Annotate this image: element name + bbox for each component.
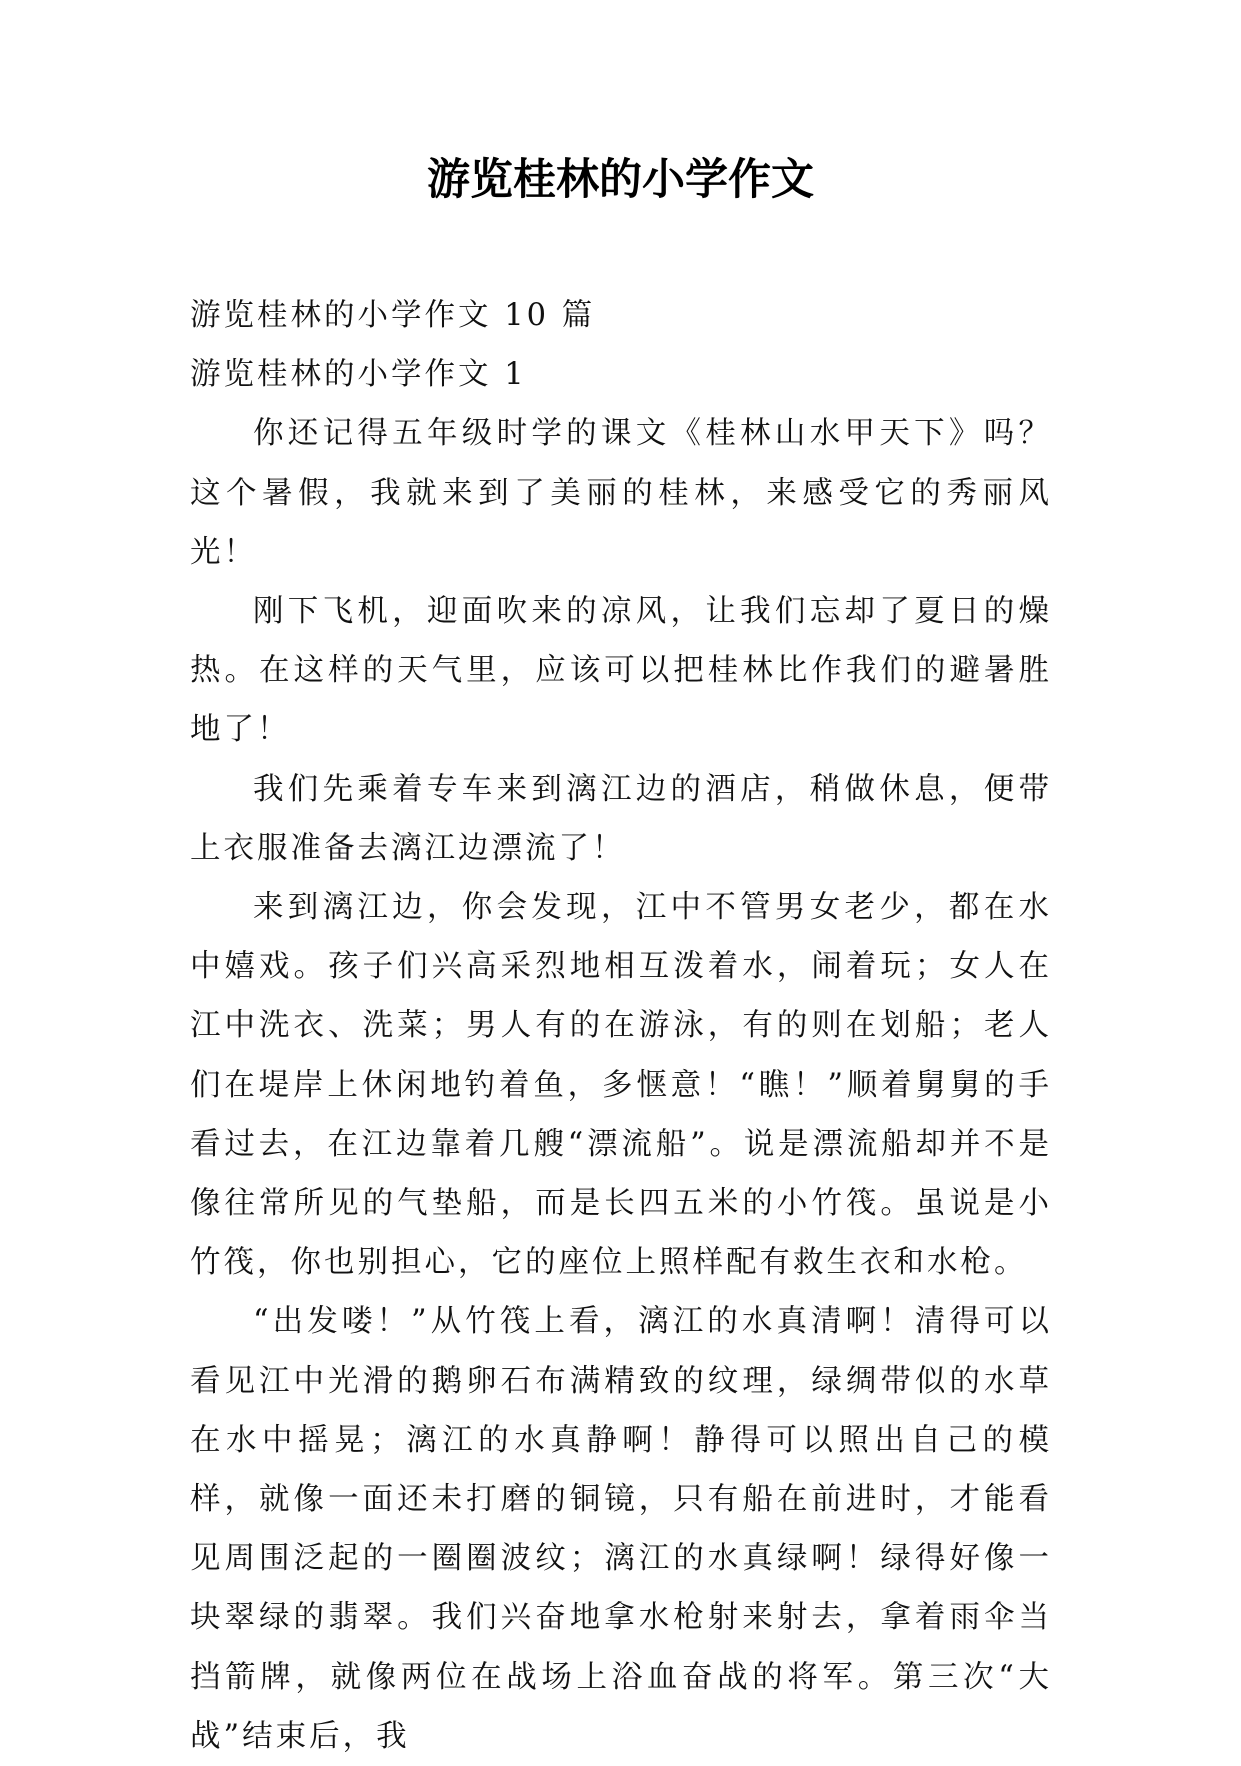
paragraph-2: 刚下飞机，迎面吹来的凉风，让我们忘却了夏日的燥热。在这样的天气里，应该可以把桂林比作我们的避暑胜地了！: [190, 594, 1052, 748]
paragraph-4: 来到漓江边，你会发现，江中不管男女老少，都在水中嬉戏。孩子们兴高采烈地相互泼着水，闹着玩；女人在江中洗衣、洗菜；男人有的在游泳，有的则在划船；老人们在堤岸上休闲地钓着鱼，多惬意！“瞧！”顺着舅舅的手看过去，在江边靠着几艘“漂流船”。说是漂流船却并不是像往常所见的气垫船，而是长四五米的小竹筏。虽说是小竹筏，你也别担心，它的座位上照样配有救生衣和水枪。: [190, 890, 1052, 1281]
collection-subtitle: 游览桂林的小学作文 10 篇: [190, 298, 596, 333]
paragraph-3: 我们先乘着专车来到漓江边的酒店，稍做休息，便带上衣服准备去漓江边漂流了！: [190, 771, 1052, 866]
document-body: [190, 286, 1052, 1766]
paragraph-1: 你还记得五年级时学的课文《桂林山水甲天下》吗？这个暑假，我就来到了美丽的桂林，来感受它的秀丽风光！: [190, 416, 1052, 570]
document-title: 游览桂林的小学作文: [427, 155, 814, 205]
section-heading: 游览桂林的小学作文 1: [190, 357, 527, 393]
paragraph-5: “出发喽！”从竹筏上看，漓江的水真清啊！清得可以看见江中光滑的鹅卵石布满精致的纹理，绿绸带似的水草在水中摇晃；漓江的水真静啊！静得可以照出自己的模样，就像一面还未打磨的铜镜，只有船在前进时，才能看见周围泛起的一圈圈波纹；漓江的水真绿啊！绿得好像一块翠绿的翡翠。我们兴奋地拿水枪射来射去，拿着雨伞当挡箭牌，就像两位在战场上浴血奋战的将军。第三次“大战”结束后，我: [190, 1304, 1052, 1754]
